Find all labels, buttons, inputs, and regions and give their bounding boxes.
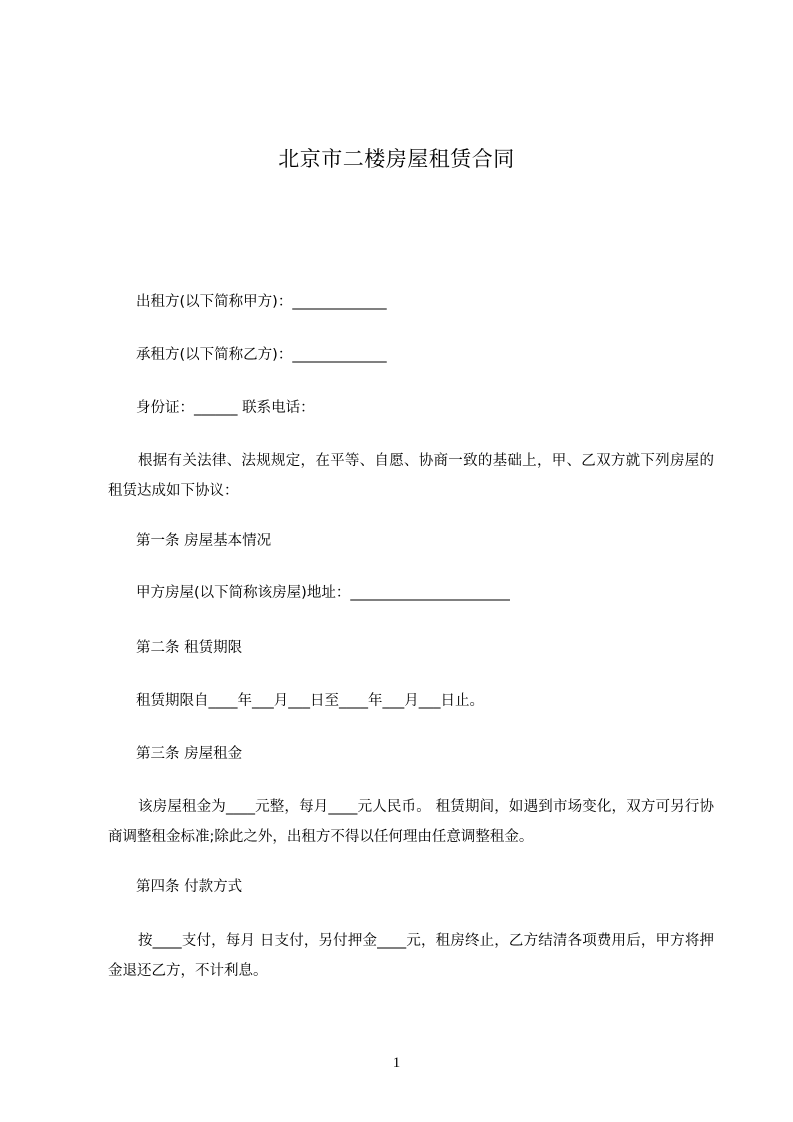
lessee-line: 承租方(以下简称乙方)：_____________ xyxy=(136,347,387,363)
page-number: 1 xyxy=(392,1055,401,1071)
document-title: 北京市二楼房屋租赁合同 xyxy=(278,147,515,171)
article1-address: 甲方房屋(以下简称该房屋)地址：______________________ xyxy=(136,585,510,601)
intro-paragraph: 根据有关法律、法规规定，在平等、自愿、协商一致的基础上，甲、乙双方就下列房屋的租赁达成如下协议： xyxy=(108,453,714,499)
article2-term: 租赁期限自____年___月___日至____年___月___日止。 xyxy=(136,693,484,709)
article4-heading: 第四条 付款方式 xyxy=(136,879,243,895)
lessor-line: 出租方(以下简称甲方)：_____________ xyxy=(136,294,387,310)
id-phone-line: 身份证：______ 联系电话： xyxy=(136,400,315,416)
article3-heading: 第三条 房屋租金 xyxy=(136,746,243,762)
article1-heading: 第一条 房屋基本情况 xyxy=(136,533,272,549)
article2-heading: 第二条 租赁期限 xyxy=(136,640,243,656)
article4-paragraph: 按____支付，每月 日支付，另付押金____元，租房终止，乙方结清各项费用后，甲方将押金退还乙方，不计利息。 xyxy=(108,933,714,979)
article3-paragraph: 该房屋租金为____元整，每月____元人民币。 租赁期间，如遇到市场变化，双方可另行协商调整租金标准;除此之外，出租方不得以任何理由任意调整租金。 xyxy=(108,799,714,845)
